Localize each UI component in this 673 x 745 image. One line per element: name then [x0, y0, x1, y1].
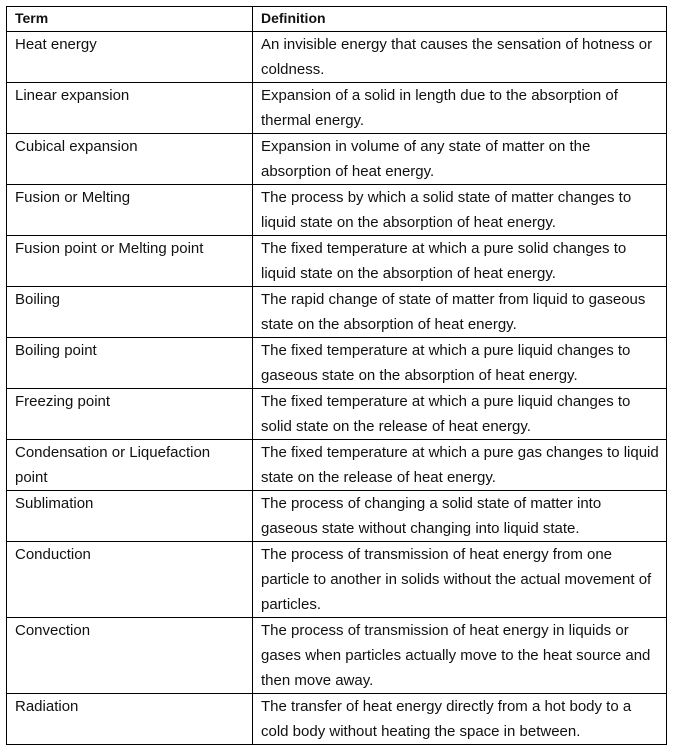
term-header: Term: [7, 7, 253, 32]
term-cell: Sublimation: [7, 491, 253, 542]
table-row: [7, 185, 667, 236]
term-cell: Heat energy: [7, 32, 253, 83]
term-cell: Fusion or Melting: [7, 185, 253, 236]
table-row: [7, 134, 667, 185]
definition-cell: An invisible energy that causes the sensation of hotness or coldness.: [253, 32, 667, 83]
table-row: [7, 694, 667, 745]
definition-cell: The process by which a solid state of matter changes to liquid state on the absorption of heat energy.: [253, 185, 667, 236]
term-cell: Linear expansion: [7, 83, 253, 134]
table-row: [7, 32, 667, 83]
definition-cell: The fixed temperature at which a pure liquid changes to gaseous state on the absorption of heat energy.: [253, 338, 667, 389]
table-row: [7, 236, 667, 287]
table-row: [7, 338, 667, 389]
definition-header: Definition: [253, 7, 667, 32]
term-cell: Conduction: [7, 542, 253, 618]
definition-cell: The fixed temperature at which a pure liquid changes to solid state on the release of heat energy.: [253, 389, 667, 440]
definition-cell: The process of transmission of heat energy from one particle to another in solids without the actual movement of particles.: [253, 542, 667, 618]
definition-cell: Expansion in volume of any state of matter on the absorption of heat energy.: [253, 134, 667, 185]
definition-cell: Expansion of a solid in length due to the absorption of thermal energy.: [253, 83, 667, 134]
definition-cell: The fixed temperature at which a pure solid changes to liquid state on the absorption of heat energy.: [253, 236, 667, 287]
term-cell: Boiling: [7, 287, 253, 338]
definitions-table: [6, 6, 667, 745]
definition-cell: The fixed temperature at which a pure gas changes to liquid state on the release of heat energy.: [253, 440, 667, 491]
table-row: [7, 389, 667, 440]
header-row: [7, 7, 667, 32]
term-cell: Freezing point: [7, 389, 253, 440]
table-row: [7, 287, 667, 338]
table-row: [7, 542, 667, 618]
term-cell: Condensation or Liquefaction point: [7, 440, 253, 491]
term-cell: Boiling point: [7, 338, 253, 389]
table-row: [7, 618, 667, 694]
definition-cell: The rapid change of state of matter from liquid to gaseous state on the absorption of heat energy.: [253, 287, 667, 338]
definitions-table-container: [6, 6, 666, 745]
definition-cell: The process of changing a solid state of matter into gaseous state without changing into liquid state.: [253, 491, 667, 542]
table-row: [7, 491, 667, 542]
definition-cell: The transfer of heat energy directly from a hot body to a cold body without heating the space in between.: [253, 694, 667, 745]
definition-cell: The process of transmission of heat energy in liquids or gases when particles actually move to the heat source and then move away.: [253, 618, 667, 694]
term-cell: Cubical expansion: [7, 134, 253, 185]
term-cell: Radiation: [7, 694, 253, 745]
table-row: [7, 440, 667, 491]
term-cell: Fusion point or Melting point: [7, 236, 253, 287]
table-row: [7, 83, 667, 134]
term-cell: Convection: [7, 618, 253, 694]
